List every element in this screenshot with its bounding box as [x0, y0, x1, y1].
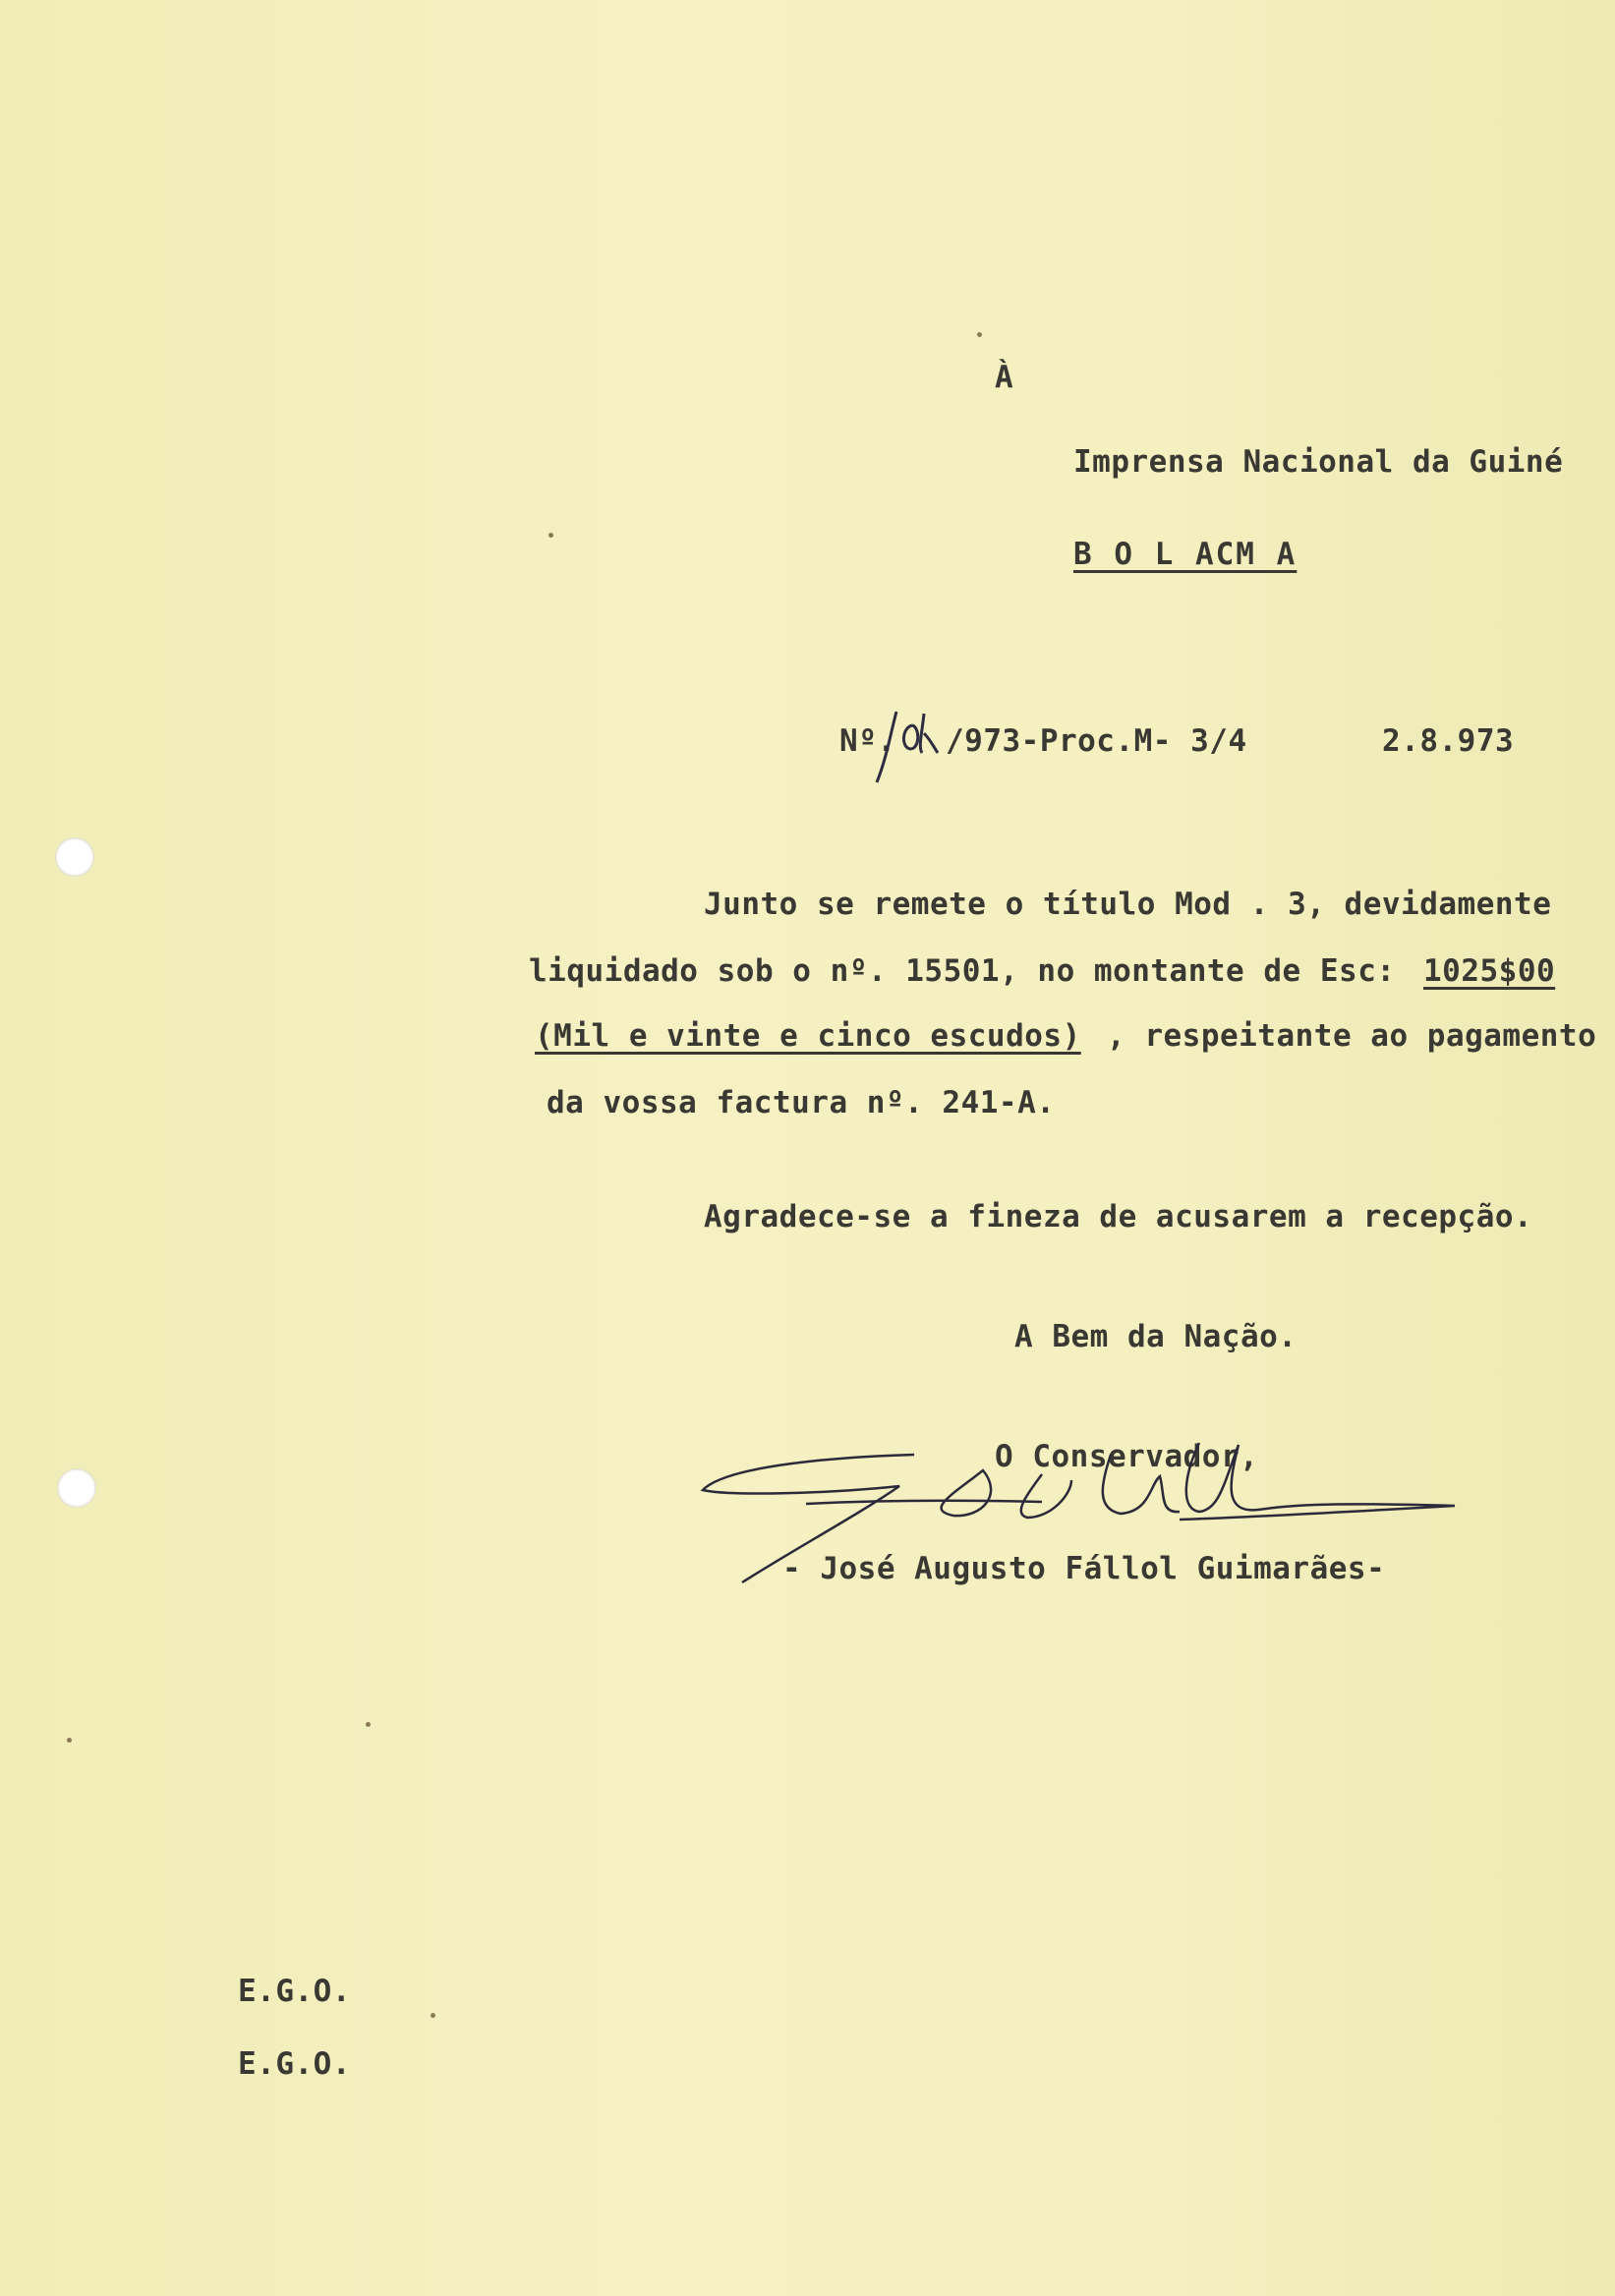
body-line-3-rest: , respeitante ao pagamento	[1107, 1018, 1597, 1054]
body-line-3-words: (Mil e vinte e cinco escudos)	[535, 1018, 1081, 1054]
closing-name: - José Augusto Fállol Guimarães-	[782, 1551, 1386, 1586]
addressee-city: B O L ACM A	[1073, 537, 1298, 572]
reference-date: 2.8.973	[1382, 723, 1515, 759]
punch-hole-bottom	[57, 1468, 96, 1508]
body-line-1: Junto se remete o título Mod . 3, devidamente	[704, 887, 1552, 922]
footer-reference-1: E.G.O.	[238, 1974, 351, 2009]
addressee-name: Imprensa Nacional da Guiné	[1073, 444, 1564, 480]
reference-number-prefix: Nº.	[839, 723, 896, 759]
paper-speck	[67, 1738, 72, 1743]
body-line-2-text: liquidado sob o nº. 15501, no montante de Esc:	[529, 953, 1396, 989]
body-line-4: da vossa factura nº. 241-A.	[547, 1085, 1056, 1120]
handwritten-reference-number	[869, 704, 948, 792]
footer-reference-2: E.G.O.	[238, 2046, 351, 2082]
addressee-prefix: À	[995, 360, 1014, 395]
handwritten-signature	[688, 1415, 1474, 1602]
punch-hole-top	[55, 837, 94, 877]
paper-speck	[548, 533, 553, 538]
closing-title: O Conservador,	[995, 1439, 1259, 1474]
paper-speck	[431, 2013, 435, 2018]
paper-speck	[977, 332, 982, 337]
reference-number-suffix: /973-Proc.M- 3/4	[946, 723, 1247, 759]
body-thanks: Agradece-se a fineza de acusarem a recepção.	[704, 1199, 1533, 1234]
closing-salutation: A Bem da Nação.	[1014, 1319, 1298, 1354]
paper-speck	[366, 1722, 371, 1727]
body-line-2-amount: 1025$00	[1423, 953, 1556, 989]
